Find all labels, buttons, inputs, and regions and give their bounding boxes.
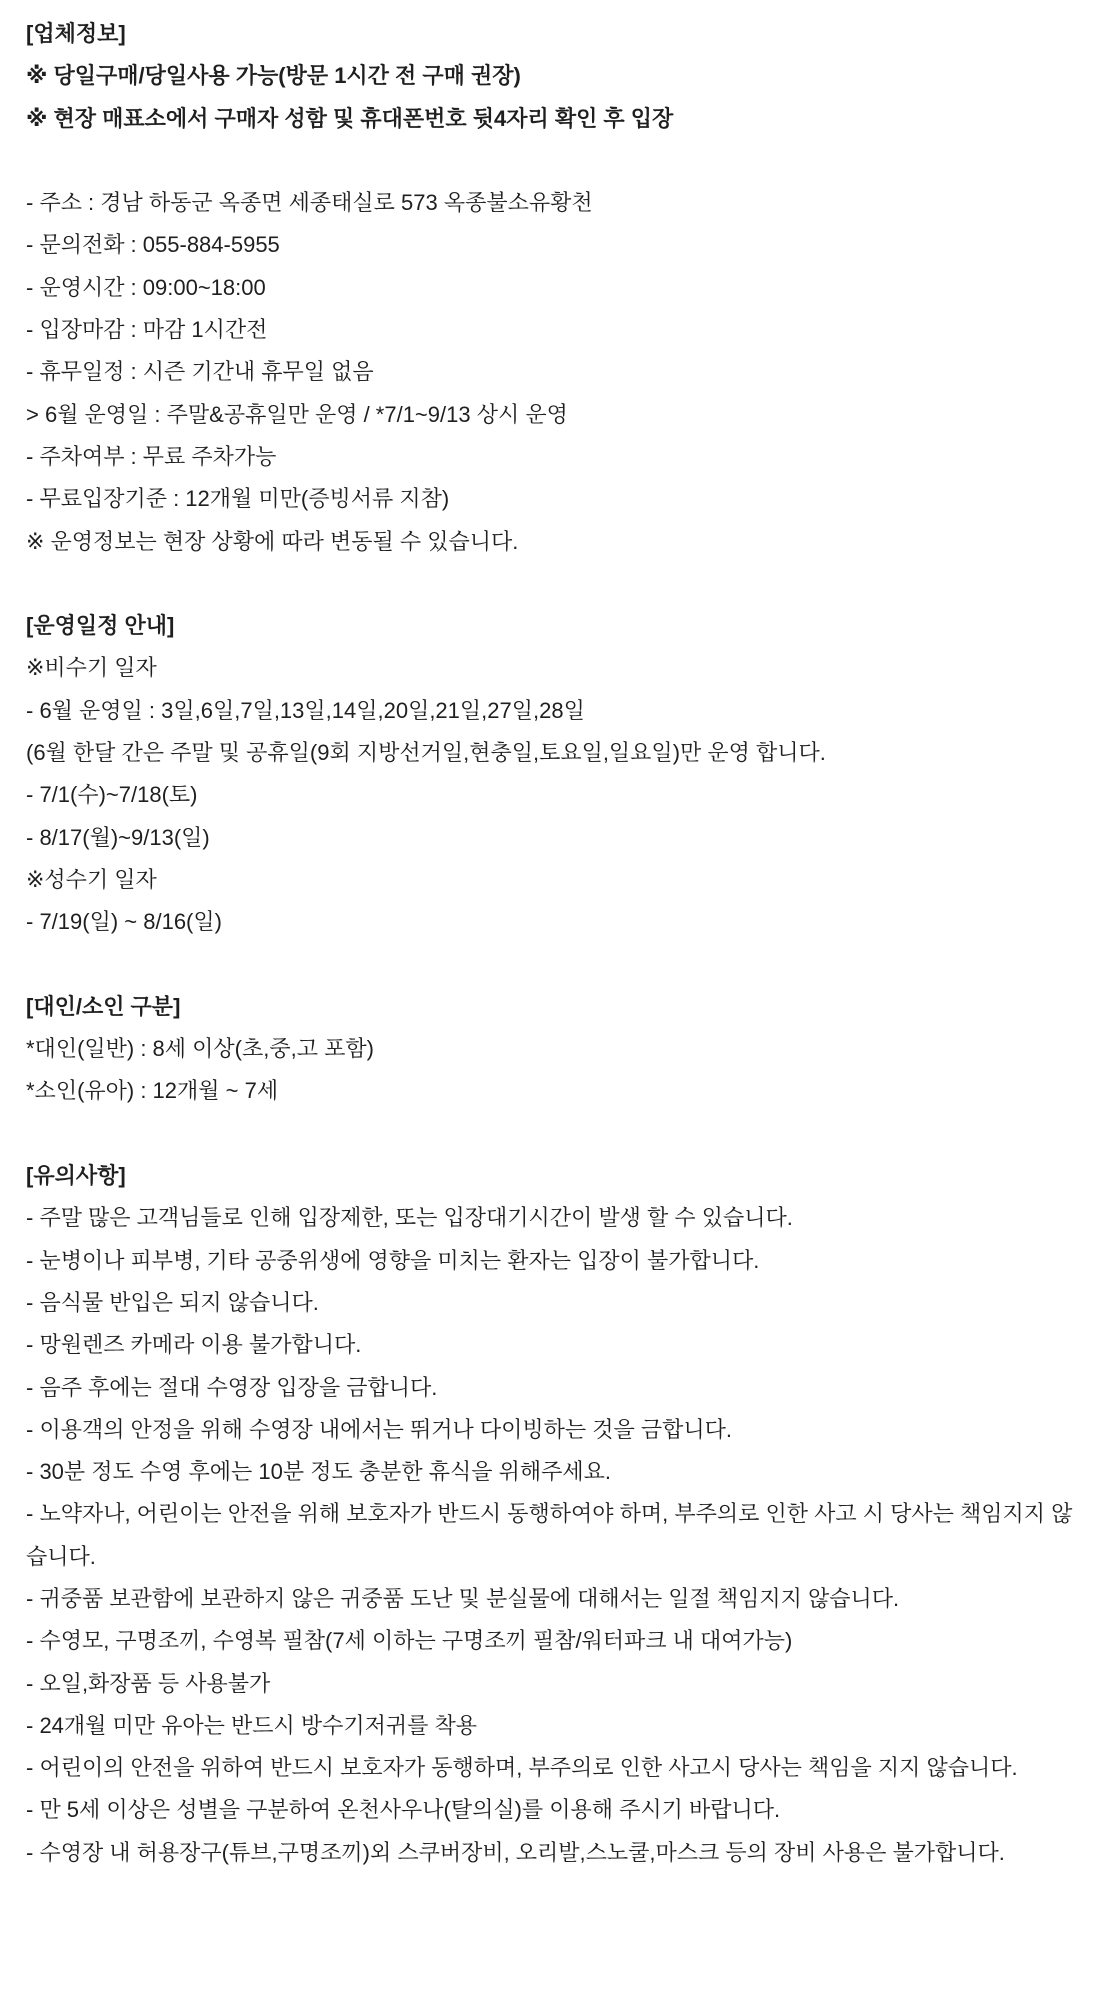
list-item: - 오일,화장품 등 사용불가 [26,1670,271,1696]
section-heading: [대인/소인 구분] [26,993,181,1019]
list-item: ※비수기 일자 [26,655,157,681]
closed-days-line: - 휴무일정 : 시즌 기간내 휴무일 없음 [26,359,374,385]
parking-line: - 주차여부 : 무료 주차가능 [26,443,277,469]
list-item: (6월 한달 간은 주말 및 공휴일(9회 지방선거일,현충일,토요일,일요일)만 운영 합니다. [26,740,826,766]
notice-line: ※ 당일구매/당일사용 가능(방문 1시간 전 구매 권장) [26,63,521,89]
list-item: - 7/19(일) ~ 8/16(일) [26,909,222,935]
list-item: - 주말 많은 고객님들로 인해 입장제한, 또는 입장대기시간이 발생 할 수 있습니다. [26,1205,793,1231]
info-notice-line: ※ 운영정보는 현장 상황에 따라 변동될 수 있습니다. [26,528,519,554]
list-item: - 7/1(수)~7/18(토) [26,782,198,808]
section-heading: [유의사항] [26,1163,126,1189]
list-item: - 이용객의 안정을 위해 수영장 내에서는 뛰거나 다이빙하는 것을 금합니다. [26,1416,733,1442]
list-item: - 눈병이나 피부병, 기타 공중위생에 영향을 미치는 환자는 입장이 불가합니다. [26,1247,760,1273]
list-item: - 귀중품 보관함에 보관하지 않은 귀중품 도난 및 분실물에 대해서는 일절 책임지지 않습니다. [26,1585,900,1611]
list-item: - 만 5세 이상은 성별을 구분하여 온천사우나(탈의실)를 이용해 주시기 바랍니다. [26,1797,781,1823]
notice-line: ※ 현장 매표소에서 구매자 성함 및 휴대폰번호 뒷4자리 확인 후 입장 [26,105,674,131]
spacer [26,140,1091,182]
hours-line: - 운영시간 : 09:00~18:00 [26,274,266,300]
age-category-section [26,986,1091,1113]
spacer [26,944,1091,986]
free-entry-line: - 무료입장기준 : 12개월 미만(증빙서류 지참) [26,486,450,512]
list-item: - 8/17(월)~9/13(일) [26,824,210,850]
list-item: - 어린이의 안전을 위하여 반드시 보호자가 동행하며, 부주의로 인한 사고시 당사는 책임을 지지 않습니다. [26,1755,1018,1781]
document-body [26,13,1091,1874]
list-item: - 30분 정도 수영 후에는 10분 정도 충분한 휴식을 위해주세요. [26,1459,611,1485]
list-item: ※성수기 일자 [26,866,157,892]
precautions-section [26,1155,1091,1874]
spacer [26,1113,1091,1155]
list-item: - 음식물 반입은 되지 않습니다. [26,1289,319,1315]
list-item: - 노약자나, 어린이는 안전을 위해 보호자가 반드시 동행하여야 하며, 부주의로 인한 사고 시 당사는 책임지지 않습니다. [26,1501,1073,1569]
section-heading: [업체정보] [26,21,126,46]
list-item: *소인(유아) : 12개월 ~ 7세 [26,1078,279,1104]
address-line: - 주소 : 경남 하동군 옥종면 세종태실로 573 옥종불소유황천 [26,190,593,216]
section-heading: [운영일정 안내] [26,613,175,639]
list-item: - 24개월 미만 유아는 반드시 방수기저귀를 착용 [26,1712,478,1738]
phone-line: - 문의전화 : 055-884-5955 [26,232,280,258]
spacer [26,563,1091,605]
company-info-section [26,13,1091,563]
list-item: - 수영모, 구명조끼, 수영복 필참(7세 이하는 구명조끼 필참/워터파크 내 대여가능) [26,1628,793,1654]
list-item: - 6월 운영일 : 3일,6일,7일,13일,14일,20일,21일,27일,28일 [26,697,585,723]
list-item: *대인(일반) : 8세 이상(초,중,고 포함) [26,1036,374,1062]
list-item: - 망원렌즈 카메라 이용 불가합니다. [26,1332,362,1358]
list-item: - 수영장 내 허용장구(튜브,구명조끼)외 스쿠버장비, 오리발,스노쿨,마스크 등의 장비 사용은 불가합니다. [26,1839,1005,1865]
last-entry-line: - 입장마감 : 마감 1시간전 [26,317,268,343]
june-schedule-line: > 6월 운영일 : 주말&공휴일만 운영 / *7/1~9/13 상시 운영 [26,401,568,427]
schedule-section [26,605,1091,943]
list-item: - 음주 후에는 절대 수영장 입장을 금합니다. [26,1374,438,1400]
